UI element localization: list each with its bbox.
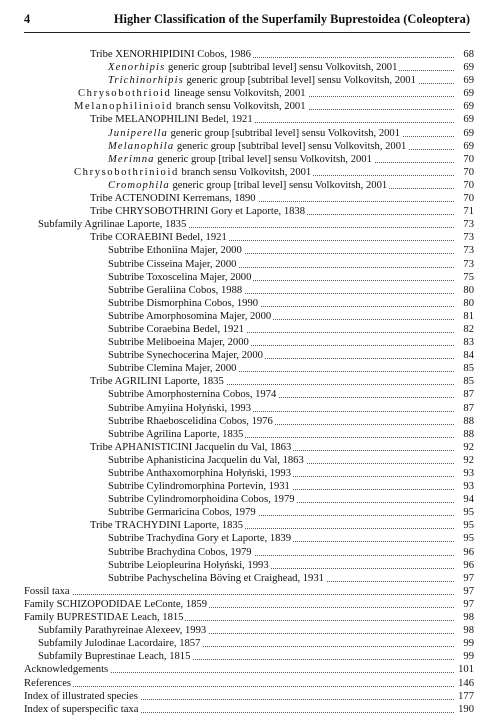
toc-entry-title [90, 192, 258, 205]
toc-entry-title [90, 48, 253, 61]
toc-entry-title [108, 467, 293, 480]
entry-text: Subtribe Trachydina Gory et Laporte, 1839 [108, 533, 292, 545]
toc-entry-title [74, 166, 313, 179]
entry-text: Subtribe Coraebina Bedel, 1921 [108, 323, 244, 335]
toc-entry [24, 336, 474, 349]
entry-text: Subtribe Amyiina Hołyński, 1993 [108, 402, 252, 414]
taxon-name-italic: Cromophila [108, 179, 170, 191]
toc-entry [24, 375, 474, 388]
entry-text: Family SCHIZOPODIDAE LeConte, 1859 [24, 598, 208, 610]
toc-page-number: 94 [456, 493, 474, 506]
toc-entry-title [108, 323, 246, 336]
taxon-name-italic: Trichinorhipis [108, 75, 184, 87]
toc-entry-title [108, 61, 399, 74]
toc-entry-title [108, 297, 260, 310]
toc-page-number: 88 [456, 428, 474, 441]
toc-page-number: 69 [456, 74, 474, 87]
entry-text: generic group [tribal level] sensu Volkovitsh, 2001 [169, 179, 388, 191]
toc-entry [24, 402, 474, 415]
toc-page-number: 99 [456, 637, 474, 650]
entry-text: Subtribe Meliboeina Majer, 2000 [108, 337, 249, 349]
toc-page-number: 97 [456, 572, 474, 585]
toc-page-number: 69 [456, 61, 474, 74]
toc-entry [24, 690, 474, 703]
toc-page-number: 92 [456, 441, 474, 454]
running-header [24, 6, 470, 33]
toc-entry-title [24, 677, 73, 690]
toc-entry [24, 349, 474, 362]
toc-entry [24, 310, 474, 323]
toc-page-number: 70 [456, 192, 474, 205]
entry-text: Subtribe Geraliina Cobos, 1988 [108, 284, 243, 296]
entry-text: Subfamily Julodinae Lacordaire, 1857 [38, 638, 201, 650]
toc-page-number: 99 [456, 650, 474, 663]
toc-entry-title [78, 87, 308, 100]
entry-text: Subtribe Clemina Majer, 2000 [108, 363, 237, 375]
toc-entry [24, 663, 474, 676]
toc-page-number: 97 [456, 598, 474, 611]
toc-entry [24, 454, 474, 467]
entry-text: Index of superspecific taxa [24, 703, 139, 715]
toc-entry [24, 153, 474, 166]
taxon-name-spaced: Chrysobothrioid [78, 88, 172, 100]
toc-page-number: 71 [456, 205, 474, 218]
toc-entry-title [108, 271, 253, 284]
entry-text: Tribe CHRYSOBOTHRINI Gory et Laporte, 1838 [90, 206, 306, 218]
toc-entry [24, 192, 474, 205]
entry-text: generic group [subtribal level] sensu Volkovitsh, 2001 [165, 62, 398, 74]
toc-entry-title [108, 153, 374, 166]
toc-page-number: 95 [456, 506, 474, 519]
taxon-name-italic: Merimna [108, 153, 155, 165]
toc-entry-title [38, 650, 192, 663]
toc-entry [24, 100, 474, 113]
toc-page-number: 97 [456, 585, 474, 598]
entry-text: Subfamily Parathyreinae Alexeev, 1993 [38, 625, 207, 637]
table-of-contents [24, 48, 474, 716]
toc-page-number: 87 [456, 402, 474, 415]
dot-leader [24, 686, 454, 687]
toc-entry [24, 559, 474, 572]
toc-entry [24, 362, 474, 375]
toc-entry [24, 205, 474, 218]
toc-entry [24, 231, 474, 244]
toc-page-number: 69 [456, 113, 474, 126]
toc-page-number: 96 [456, 559, 474, 572]
toc-entry-title [108, 572, 326, 585]
entry-text: Tribe XENORHIPIDINI Cobos, 1986 [90, 49, 251, 60]
toc-page-number: 73 [456, 231, 474, 244]
toc-entry [24, 297, 474, 310]
toc-page-number: 98 [456, 611, 474, 624]
entry-text: Subfamily Agrilinae Laporte, 1835 [38, 219, 187, 231]
toc-entry [24, 179, 474, 192]
toc-entry [24, 637, 474, 650]
toc-entry [24, 480, 474, 493]
dot-leader [24, 594, 454, 595]
toc-entry [24, 244, 474, 257]
entry-text: Subtribe Synechocerina Majer, 2000 [108, 350, 263, 362]
entry-text: branch sensu Volkovitsh, 2001 [173, 101, 306, 113]
entry-text: References [24, 677, 72, 689]
toc-entry [24, 441, 474, 454]
toc-entry [24, 611, 474, 624]
toc-page-number: 73 [456, 244, 474, 257]
toc-entry-title [90, 205, 307, 218]
toc-entry [24, 624, 474, 637]
entry-text: Tribe AGRILINI Laporte, 1835 [90, 376, 224, 388]
toc-entry [24, 218, 474, 231]
toc-entry [24, 598, 474, 611]
toc-page-number: 96 [456, 546, 474, 559]
toc-entry-title [108, 559, 271, 572]
toc-entry [24, 572, 474, 585]
toc-entry [24, 506, 474, 519]
entry-text: branch sensu Volkovitsh, 2001 [178, 166, 312, 178]
toc-entry-title [108, 140, 408, 153]
toc-entry-title [108, 454, 306, 467]
toc-entry-title [38, 637, 202, 650]
toc-entry [24, 585, 474, 598]
toc-page-number: 70 [456, 153, 474, 166]
toc-entry-title [108, 244, 244, 257]
entry-text: Subtribe Cylindromorphina Portevin, 1931 [108, 481, 290, 493]
toc-entry [24, 61, 474, 74]
toc-page-number: 81 [456, 310, 474, 323]
toc-entry-title [108, 74, 418, 87]
toc-entry-title [24, 703, 140, 716]
page-number: 4 [24, 12, 31, 26]
entry-text: generic group [subtribal level] sensu Volkovitsh, 2001 [167, 127, 401, 139]
running-title: Higher Classification of the Superfamily Buprestoidea (Coleoptera) [113, 12, 470, 26]
toc-entry [24, 284, 474, 297]
toc-entry-title [90, 441, 293, 454]
toc-page-number: 82 [456, 323, 474, 336]
toc-page-number: 146 [456, 677, 474, 690]
toc-entry-title [38, 218, 188, 231]
entry-text: Subtribe Ethoniina Majer, 2000 [108, 245, 242, 257]
toc-entry [24, 467, 474, 480]
toc-entry-title [108, 336, 251, 349]
toc-entry-title [74, 100, 308, 113]
entry-text: generic group [subtribal level] sensu Volkovitsh, 2001 [183, 75, 416, 87]
taxon-name-italic: Melanophila [108, 140, 175, 152]
entry-text: lineage sensu Volkovitsh, 2001 [171, 88, 306, 100]
toc-page-number: 95 [456, 519, 474, 532]
entry-text: Tribe MELANOPHILINI Bedel, 1921 [90, 114, 253, 126]
toc-entry [24, 546, 474, 559]
toc-entry-title [108, 310, 273, 323]
toc-page-number: 80 [456, 284, 474, 297]
entry-text: Subtribe Anthaxomorphina Hołyński, 1993 [108, 468, 292, 479]
toc-entry [24, 519, 474, 532]
entry-text: Subtribe Pachyschelina Böving et Craighead, 1931 [108, 572, 324, 584]
toc-entry-title [24, 585, 72, 598]
toc-entry [24, 703, 474, 716]
entry-text: generic group [subtribal level] sensu Volkovitsh, 2001 [174, 140, 407, 152]
toc-entry-title [108, 415, 275, 428]
toc-entry-title [108, 493, 297, 506]
toc-entry [24, 113, 474, 126]
toc-entry-title [90, 113, 255, 126]
toc-page-number: 88 [456, 415, 474, 428]
toc-entry-title [108, 258, 238, 271]
toc-entry-title [108, 284, 244, 297]
toc-page-number: 95 [456, 532, 474, 545]
toc-entry-title [108, 506, 258, 519]
entry-text: Subfamily Buprestinae Leach, 1815 [38, 651, 191, 663]
toc-page-number: 101 [456, 663, 474, 676]
entry-text: Subtribe Cylindromorphoidina Cobos, 1979 [108, 494, 295, 506]
toc-page-number: 70 [456, 179, 474, 192]
toc-page-number: 70 [456, 166, 474, 179]
toc-entry [24, 48, 474, 61]
entry-text: Tribe TRACHYDINI Laporte, 1835 [90, 520, 244, 532]
toc-entry-title [24, 663, 110, 676]
toc-entry-title [90, 375, 226, 388]
toc-entry [24, 415, 474, 428]
toc-page-number: 84 [456, 349, 474, 362]
entry-text: generic group [tribal level] sensu Volkovitsh, 2001 [154, 153, 372, 165]
entry-text: Index of illustrated species [24, 690, 138, 702]
toc-entry [24, 127, 474, 140]
taxon-name-spaced: Chrysobothrinioid [74, 166, 179, 178]
toc-entry-title [108, 349, 265, 362]
taxon-name-spaced: Melanophilinioid [74, 101, 174, 113]
entry-text: Family BUPRESTIDAE Leach, 1815 [24, 612, 184, 624]
toc-entry [24, 428, 474, 441]
entry-text: Subtribe Germaricina Cobos, 1979 [108, 507, 256, 519]
toc-entry-title [108, 532, 293, 545]
toc-entry-title [24, 611, 185, 624]
entry-text: Subtribe Amorphosomina Majer, 2000 [108, 310, 272, 322]
toc-entry-title [108, 362, 238, 375]
entry-text: Subtribe Aphanisticina Jacquelin du Val, 1863 [108, 454, 304, 466]
toc-page-number: 92 [456, 454, 474, 467]
entry-text: Subtribe Brachydina Cobos, 1979 [108, 546, 252, 558]
toc-entry-title [90, 231, 229, 244]
toc-entry-title [38, 624, 208, 637]
toc-entry-title [108, 546, 254, 559]
toc-page-number: 87 [456, 388, 474, 401]
entry-text: Tribe APHANISTICINI Jacquelin du Val, 1863 [90, 441, 292, 453]
entry-text: Subtribe Agrilina Laporte, 1835 [108, 428, 244, 440]
toc-page-number: 69 [456, 140, 474, 153]
toc-entry [24, 140, 474, 153]
entry-text: Fossil taxa [24, 585, 70, 597]
toc-page-number: 98 [456, 624, 474, 637]
toc-page-number: 80 [456, 297, 474, 310]
entry-text: Tribe CORAEBINI Bedel, 1921 [90, 232, 227, 244]
toc-page-number: 83 [456, 336, 474, 349]
entry-text: Tribe ACTENODINI Kerremans, 1890 [90, 193, 256, 205]
toc-entry-title [108, 388, 278, 401]
toc-page-number: 85 [456, 362, 474, 375]
toc-page-number: 73 [456, 258, 474, 271]
entry-text: Subtribe Leiopleurina Hołyński, 1993 [108, 559, 269, 571]
toc-entry-title [108, 179, 389, 192]
toc-entry-title [108, 480, 292, 493]
toc-page-number: 68 [456, 48, 474, 61]
toc-page-number: 69 [456, 100, 474, 113]
toc-page-number: 73 [456, 218, 474, 231]
toc-entry [24, 74, 474, 87]
toc-page-number: 177 [456, 690, 474, 703]
toc-page-number: 69 [456, 87, 474, 100]
taxon-name-italic: Xenorhipis [108, 62, 166, 74]
toc-entry-title [108, 402, 253, 415]
toc-page-number: 93 [456, 480, 474, 493]
entry-text: Subtribe Rhaeboscelidina Cobos, 1976 [108, 415, 273, 427]
toc-entry [24, 388, 474, 401]
toc-page-number: 85 [456, 375, 474, 388]
toc-page-number: 190 [456, 703, 474, 716]
entry-text: Subtribe Dismorphina Cobos, 1990 [108, 297, 259, 309]
entry-text: Subtribe Amorphosternina Cobos, 1974 [108, 389, 277, 401]
toc-page-number: 69 [456, 127, 474, 140]
entry-text: Subtribe Toxoscelina Majer, 2000 [108, 271, 252, 283]
toc-entry [24, 166, 474, 179]
toc-entry-title [24, 598, 209, 611]
entry-text: Acknowledgements [24, 664, 109, 676]
toc-entry [24, 650, 474, 663]
toc-entry [24, 87, 474, 100]
toc-entry [24, 323, 474, 336]
toc-entry-title [90, 519, 245, 532]
toc-page-number: 93 [456, 467, 474, 480]
entry-text: Subtribe Cisseina Majer, 2000 [108, 258, 237, 270]
toc-entry [24, 532, 474, 545]
toc-entry [24, 677, 474, 690]
toc-entry-title [108, 127, 402, 140]
toc-entry [24, 271, 474, 284]
taxon-name-italic: Juniperella [108, 127, 168, 139]
toc-entry-title [24, 690, 140, 703]
toc-entry-title [108, 428, 245, 441]
toc-entry [24, 258, 474, 271]
toc-page-number: 75 [456, 271, 474, 284]
toc-entry [24, 493, 474, 506]
